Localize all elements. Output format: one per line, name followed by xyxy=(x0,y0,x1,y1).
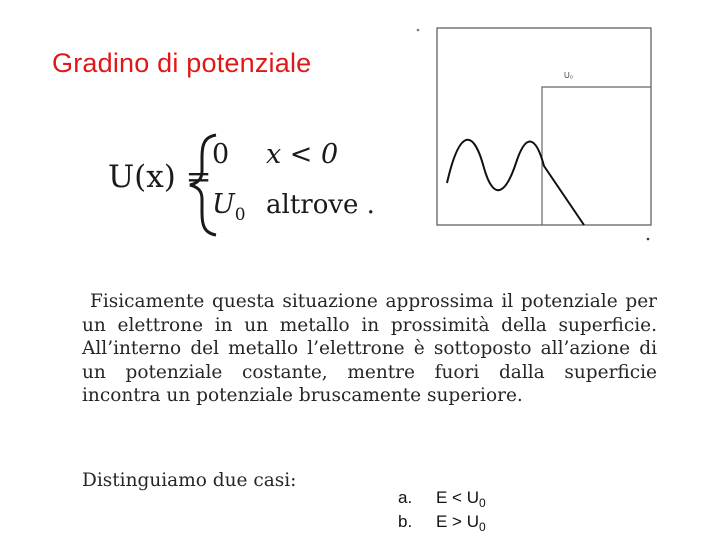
description-paragraph: Fisicamente questa situazione approssima il potenziale per un elettrone in un metallo in prossimità della superficie. All’interno del metallo l’elettrone è sottoposto all’azione di un potenziale costante, mentre fuori dalla superficie incontra un potenziale bruscamente superiore. xyxy=(82,291,657,406)
case-item-a: a. $E < U_0$ xyxy=(398,488,486,510)
case2-value: $U_0$ xyxy=(212,189,246,225)
figure-mark-top xyxy=(417,29,420,32)
case-item-b: b. $E > U_0$ xyxy=(398,512,486,534)
step-label: U₀ xyxy=(564,71,574,80)
figure-mark-bottom xyxy=(647,238,650,241)
slide-title: Gradino di potenziale xyxy=(52,48,312,78)
case2-condition: altrove . xyxy=(266,190,375,220)
case1-condition: x < 0 xyxy=(266,139,339,170)
formula-lhs: U(x) = xyxy=(108,159,212,195)
case1-value: 0 xyxy=(212,139,230,170)
cases-intro: Distinguiamo due casi: xyxy=(82,470,297,491)
cases-list xyxy=(398,486,486,534)
potential-step-figure xyxy=(412,18,662,248)
figure-frame xyxy=(437,28,651,225)
potential-formula xyxy=(108,125,408,240)
